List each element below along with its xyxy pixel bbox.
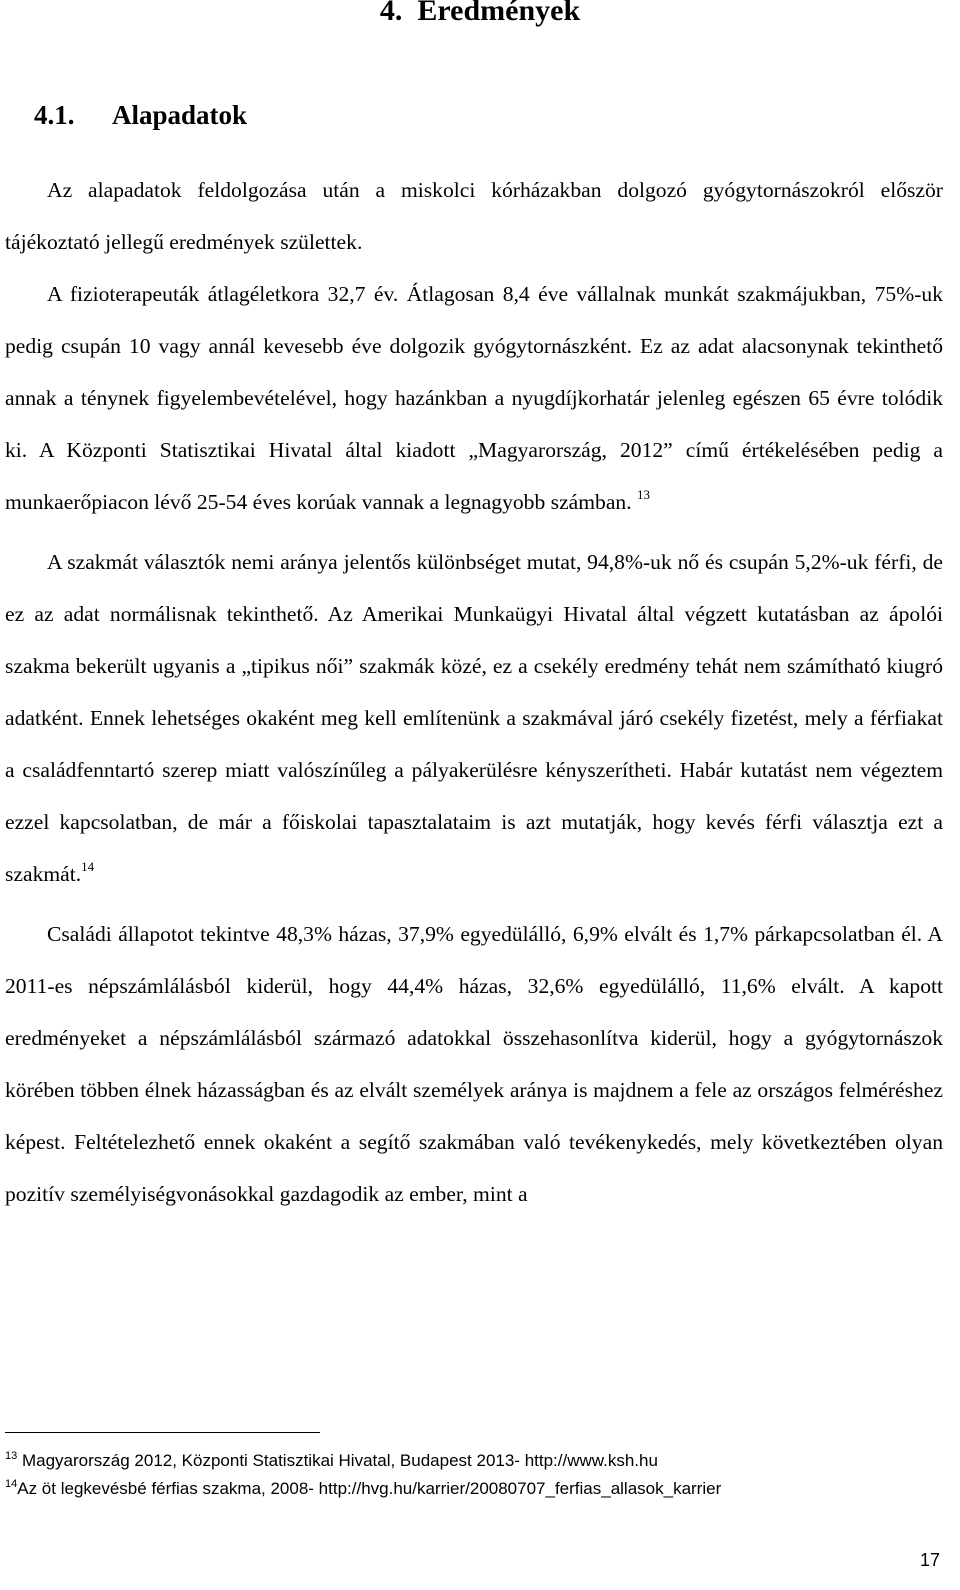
footnote-14 bbox=[5, 1475, 721, 1503]
section-title: Alapadatok bbox=[112, 100, 248, 130]
section-heading bbox=[34, 100, 247, 131]
footnote-13 bbox=[5, 1447, 721, 1475]
paragraph-text: Családi állapotot tekintve 48,3% házas, 37,9% egyedülálló, 6,9% elvált és 1,7% párkapcsolatban él. A 2011-es népszámlálásból kiderül, hogy 44,4% házas, 32,6% egyedülálló, 11,6% elvált. A kapott eredményeket a népszámlálásból származó adatokkal összehasonlítva kiderül, hogy a gyógytornászok körében többen élnek házasságban és az elvált személyek aránya is majdnem a fele az országos felméréshez képest. Feltételezhető ennek okaként a segítő szakmában való tevékenykedés, mely következtében olyan pozitív személyiségvonásokkal gazdagodik az ember, mint a bbox=[5, 922, 943, 1206]
paragraph-text: A fizioterapeuták átlagéletkora 32,7 év. Átlagosan 8,4 éve vállalnak munkát szakmájukban, 75%-uk pedig csupán 10 vagy annál kevesebb éve dolgozik gyógytornászként. Ez az adat alacsonynak tekinthető annak a ténynek figyelembevételével, hogy hazánkban a nyugdíjkorhatár jelenleg egészen 65 évre tolódik ki. A Központi Statisztikai Hivatal által kiadott „Magyarország, 2012” című értékelésében pedig a munkaerőpiacon lévő 25-54 éves korúak vannak a legnagyobb számban. bbox=[5, 282, 943, 514]
footnotes bbox=[5, 1447, 721, 1503]
footnote-number: 13 bbox=[5, 1450, 18, 1462]
footnote-separator bbox=[5, 1432, 320, 1433]
footnote-number: 14 bbox=[5, 1478, 18, 1490]
chapter-title: 4. Eredmények bbox=[379, 0, 581, 27]
paragraph-1 bbox=[5, 164, 943, 268]
footnote-text: Magyarország 2012, Központi Statisztikai Hivatal, Budapest 2013- http://www.ksh.hu bbox=[17, 1451, 658, 1470]
page-number: 17 bbox=[919, 1550, 940, 1570]
footnote-ref-14[interactable]: 14 bbox=[81, 859, 95, 874]
paragraph-2 bbox=[5, 268, 943, 528]
paragraph-4 bbox=[5, 908, 943, 1220]
body-text bbox=[5, 164, 943, 1220]
paragraph-3 bbox=[5, 536, 943, 900]
section-number: 4.1. bbox=[34, 100, 75, 130]
footnote-ref-13[interactable]: 13 bbox=[637, 487, 651, 502]
footnote-text: Az öt legkevésbé férfias szakma, 2008- http://hvg.hu/karrier/20080707_ferfias_allasok_karrier bbox=[17, 1479, 722, 1498]
paragraph-text: A szakmát választók nemi aránya jelentős különbséget mutat, 94,8%-uk nő és csupán 5,2%-uk férfi, de ez az adat normálisnak tekinthető. Az Amerikai Munkaügyi Hivatal által végzett kutatásban az ápolói szakma bekerült ugyanis a „tipikus női” szakmák közé, ez a csekély eredmény tehát nem számítható kiugró adatként. Ennek lehetséges okaként meg kell említenünk a szakmával járó csekély fizetést, mely a férfiakat a családfenntartó szerep miatt valószínűleg a pályakerülésre kényszerítheti. Habár kutatást nem végeztem ezzel kapcsolatban, de már a főiskolai tapasztalataim is azt mutatják, hogy kevés férfi választja ezt a szakmát. bbox=[5, 550, 943, 886]
paragraph-text: Az alapadatok feldolgozása után a miskolci kórházakban dolgozó gyógytornászokról először tájékoztató jellegű eredmények születtek. bbox=[5, 178, 943, 254]
